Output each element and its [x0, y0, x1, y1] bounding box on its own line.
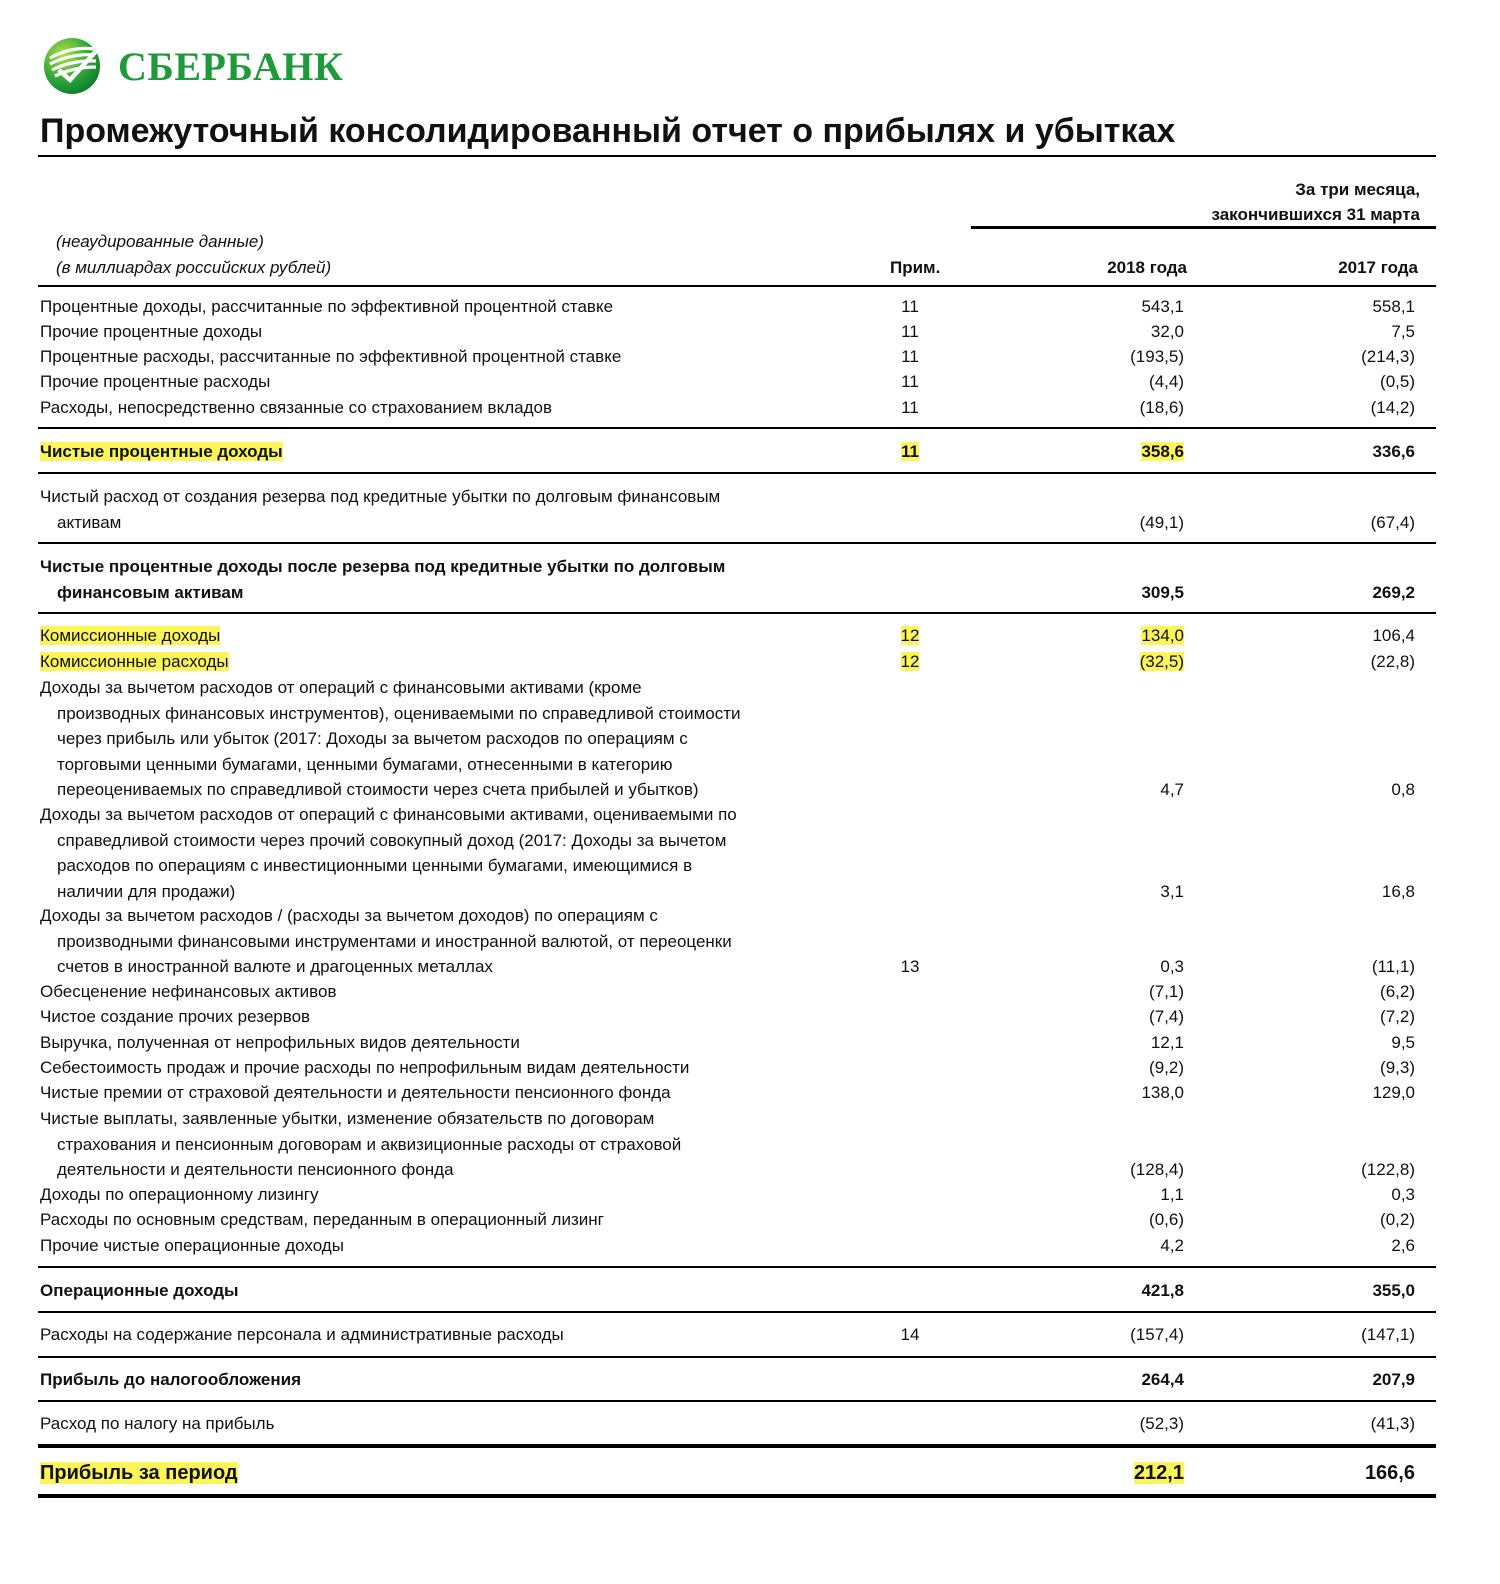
row-label: [40, 319, 840, 345]
value-2017: 129,0: [1372, 1083, 1415, 1102]
table-row: [0, 903, 1500, 980]
row-label-line: Доходы за вычетом расходов от операций с финансовыми активами, оцениваемыми по: [40, 805, 737, 824]
row-note: 11: [901, 372, 919, 391]
row-label-line: Прибыль до налогообложения: [40, 1370, 301, 1389]
row-label-line: Прочие процентные доходы: [40, 322, 263, 341]
value-2017: (67,4): [1370, 512, 1415, 532]
row-label-line: производных финансовых инструментов), оцениваемыми по справедливой стоимости: [57, 703, 741, 723]
value-2018: 4,2: [1160, 1236, 1184, 1255]
table-row: [0, 439, 1500, 465]
value-2017: (0,2): [1380, 1210, 1415, 1229]
period-header-divider: [971, 226, 1436, 229]
value-2018: (32,5): [1139, 652, 1184, 671]
row-note: 13: [900, 957, 920, 976]
value-2018: 0,3: [1160, 957, 1184, 976]
title-divider: [38, 155, 1436, 157]
row-label-line: деятельности и деятельности пенсионного фонда: [57, 1160, 454, 1179]
value-2018: 309,5: [1141, 582, 1184, 602]
table-row: [0, 1278, 1500, 1304]
row-label: [40, 1080, 840, 1106]
row-label-line: справедливой стоимости через прочий совокупный доход (2017: Доходы за вычетом: [57, 830, 727, 850]
row-label: [40, 1182, 840, 1208]
row-divider: [38, 1400, 1436, 1402]
table-row: [0, 484, 1500, 535]
row-label-line: Себестоимость продаж и прочие расходы по непрофильным видам деятельности: [40, 1058, 690, 1077]
value-2018: (7,4): [1149, 1007, 1184, 1026]
row-divider: [38, 472, 1436, 474]
table-row: [0, 554, 1500, 605]
logo-text: СБЕРБАНК: [118, 43, 344, 89]
table-row: [0, 1411, 1500, 1437]
row-label-line: Расход по налогу на прибыль: [40, 1414, 275, 1433]
value-2017: 355,0: [1372, 1281, 1415, 1300]
row-note: 11: [901, 322, 919, 341]
column-header-2018: 2018 года: [1107, 258, 1187, 277]
table-row: [0, 649, 1500, 675]
row-label-line: Доходы за вычетом расходов / (расходы за вычетом доходов) по операциям с: [40, 906, 658, 925]
row-label-line: через прибыль или убыток (2017: Доходы за вычетом расходов по операциям с: [57, 729, 688, 748]
row-divider: [38, 542, 1436, 544]
value-2018: 4,7: [1160, 780, 1184, 799]
row-note: 11: [901, 442, 919, 461]
value-2018: 138,0: [1141, 1083, 1184, 1102]
table-row: [0, 1182, 1500, 1208]
note-column-header: Прим.: [890, 258, 941, 277]
row-label-line: счетов в иностранной валюте и драгоценных металлах: [57, 957, 493, 976]
table-row: [0, 344, 1500, 370]
row-label-line: Процентные доходы, рассчитанные по эффективной процентной ставке: [40, 297, 614, 316]
value-2018: (9,2): [1149, 1058, 1184, 1077]
row-divider: [38, 1311, 1436, 1313]
table-row: [0, 1458, 1500, 1488]
table-row: [0, 802, 1500, 904]
row-label: [40, 294, 840, 320]
row-label-line: Комиссионные расходы: [40, 652, 229, 671]
row-note: 12: [900, 652, 920, 671]
row-label-line: активам: [57, 512, 122, 532]
row-label-line: Процентные расходы, рассчитанные по эффективной процентной ставке: [40, 347, 622, 366]
table-row: [0, 1233, 1500, 1259]
row-label: [40, 484, 840, 535]
table-row: [0, 319, 1500, 345]
row-label-line: Обесценение нефинансовых активов: [40, 982, 337, 1001]
row-label-line: расходов по операциям с инвестиционными ценными бумагами, имеющимися в: [57, 856, 693, 875]
value-2017: 106,4: [1372, 626, 1415, 645]
unaudited-label: (неаудированные данные): [56, 232, 264, 251]
table-row: [0, 1004, 1500, 1030]
row-label: [40, 1278, 840, 1304]
table-row: [0, 1106, 1500, 1183]
row-label: [40, 802, 840, 904]
row-note: 11: [901, 297, 919, 316]
value-2018: (18,6): [1139, 398, 1184, 417]
row-label: [40, 395, 840, 421]
row-label-line: финансовым активам: [57, 582, 244, 602]
row-label-line: Прибыль за период: [40, 1462, 238, 1484]
row-divider: [38, 612, 1436, 614]
value-2017: 269,2: [1372, 582, 1415, 602]
value-2017: 9,5: [1391, 1033, 1415, 1052]
row-label-line: Чистое создание прочих резервов: [40, 1007, 311, 1026]
value-2018: 1,1: [1160, 1185, 1184, 1204]
row-label-line: Чистые премии от страховой деятельности и деятельности пенсионного фонда: [40, 1083, 671, 1102]
row-label-line: производными финансовыми инструментами и иностранной валютой, от переоценки: [57, 931, 732, 951]
table-row: [0, 623, 1500, 649]
row-label-line: торговыми ценными бумагами, ценными бумагами, отнесенными в категорию: [57, 754, 673, 774]
total-divider: [38, 1444, 1436, 1448]
value-2018: (4,4): [1149, 372, 1184, 391]
row-label-line: Расходы по основным средствам, переданным в операционный лизинг: [40, 1210, 604, 1229]
row-label: [40, 1233, 840, 1259]
header-divider: [38, 285, 1436, 287]
value-2017: (6,2): [1380, 982, 1415, 1001]
table-row: [0, 979, 1500, 1005]
value-2018: (52,3): [1139, 1414, 1184, 1433]
units-label: (в миллиардах российских рублей): [56, 258, 332, 277]
row-label: [40, 344, 840, 370]
bottom-divider: [38, 1494, 1436, 1498]
value-2017: 166,6: [1364, 1462, 1415, 1484]
value-2017: (9,3): [1380, 1058, 1415, 1077]
row-label-line: наличии для продажи): [57, 881, 236, 901]
value-2018: (193,5): [1130, 347, 1184, 366]
table-row: [0, 1367, 1500, 1393]
row-label-line: Чистые процентные доходы после резерва под кредитные убытки по долговым: [40, 557, 726, 576]
row-divider: [38, 427, 1436, 429]
sberbank-logo: [42, 36, 343, 96]
value-2017: 207,9: [1372, 1370, 1415, 1389]
value-2018: 421,8: [1141, 1281, 1184, 1300]
row-label-line: страхования и пенсионным договорам и аквизиционные расходы от страховой: [57, 1134, 682, 1154]
value-2018: 3,1: [1160, 881, 1184, 901]
row-divider: [38, 1266, 1436, 1268]
value-2018: (128,4): [1130, 1160, 1184, 1179]
row-label-line: Чистые процентные доходы: [40, 442, 283, 461]
value-2018: 212,1: [1133, 1462, 1184, 1484]
value-2017: (147,1): [1361, 1325, 1415, 1344]
row-label-line: Чистый расход от создания резерва под кредитные убытки по долговым финансовым: [40, 487, 721, 506]
row-label-line: Чистые выплаты, заявленные убытки, изменение обязательств по договорам: [40, 1109, 655, 1128]
value-2017: (7,2): [1380, 1007, 1415, 1026]
row-label: [40, 903, 840, 980]
row-label-line: Доходы за вычетом расходов от операций с финансовыми активами (кроме: [40, 678, 642, 697]
value-2017: (214,3): [1361, 347, 1415, 366]
table-row: [0, 369, 1500, 395]
value-2017: 336,6: [1372, 442, 1415, 461]
row-label-line: Комиссионные доходы: [40, 626, 221, 645]
row-label: [40, 1367, 840, 1393]
table-row: [0, 675, 1500, 803]
table-row: [0, 294, 1500, 320]
row-label-line: Прочие процентные расходы: [40, 372, 271, 391]
table-row: [0, 1207, 1500, 1233]
value-2017: (22,8): [1370, 652, 1415, 671]
row-label: [40, 1055, 840, 1081]
value-2018: (157,4): [1130, 1325, 1184, 1344]
row-label: [40, 623, 840, 649]
row-label: [40, 649, 840, 675]
row-note: 11: [901, 398, 919, 417]
table-row: [0, 395, 1500, 421]
value-2017: (122,8): [1361, 1160, 1415, 1179]
row-label-line: Выручка, полученная от непрофильных видов деятельности: [40, 1033, 520, 1052]
table-row: [0, 1030, 1500, 1056]
row-label-line: Доходы по операционному лизингу: [40, 1185, 319, 1204]
value-2018: 358,6: [1141, 442, 1184, 461]
page-title: Промежуточный консолидированный отчет о прибылях и убытках: [40, 112, 1176, 150]
row-label-line: Операционные доходы: [40, 1281, 239, 1300]
row-label: [40, 1458, 840, 1488]
row-divider: [38, 1356, 1436, 1358]
row-note: 14: [900, 1325, 920, 1344]
value-2017: 2,6: [1391, 1236, 1415, 1255]
value-2018: (0,6): [1149, 1210, 1184, 1229]
value-2017: (41,3): [1370, 1414, 1415, 1433]
row-label-line: переоцениваемых по справедливой стоимости через счета прибылей и убытков): [57, 780, 699, 799]
row-label: [40, 369, 840, 395]
value-2017: 16,8: [1381, 881, 1415, 901]
value-2018: 264,4: [1141, 1370, 1184, 1389]
value-2017: 7,5: [1391, 322, 1415, 341]
value-2018: 12,1: [1150, 1033, 1184, 1052]
row-label: [40, 1207, 840, 1233]
value-2017: 558,1: [1372, 297, 1415, 316]
row-label-line: Расходы, непосредственно связанные со страхованием вкладов: [40, 398, 552, 417]
table-row: [0, 1055, 1500, 1081]
column-header-2017: 2017 года: [1338, 258, 1418, 277]
row-label-line: Расходы на содержание персонала и административные расходы: [40, 1325, 564, 1344]
value-2018: (7,1): [1149, 982, 1184, 1001]
period-header-line2: закончившихся 31 марта: [1211, 205, 1420, 224]
row-label: [40, 439, 840, 465]
value-2018: 32,0: [1150, 322, 1184, 341]
value-2017: (14,2): [1370, 398, 1415, 417]
row-note: 11: [901, 347, 919, 366]
row-note: 12: [900, 626, 920, 645]
table-row: [0, 1080, 1500, 1106]
row-label: [40, 554, 840, 605]
value-2017: 0,8: [1391, 780, 1415, 799]
row-label: [40, 675, 840, 803]
value-2018: 134,0: [1141, 626, 1184, 645]
value-2017: 0,3: [1391, 1185, 1415, 1204]
value-2018: (49,1): [1139, 512, 1184, 532]
value-2017: (0,5): [1380, 372, 1415, 391]
value-2017: (11,1): [1371, 957, 1415, 976]
period-header-line1: За три месяца,: [1295, 180, 1420, 199]
row-label: [40, 1411, 840, 1437]
row-label: [40, 1030, 840, 1056]
sberbank-logo-icon: [42, 36, 104, 96]
row-label-line: Прочие чистые операционные доходы: [40, 1236, 344, 1255]
row-label: [40, 1106, 840, 1183]
value-2018: 543,1: [1141, 297, 1184, 316]
row-label: [40, 1004, 840, 1030]
row-label: [40, 979, 840, 1005]
table-row: [0, 1322, 1500, 1348]
row-label: [40, 1322, 840, 1348]
